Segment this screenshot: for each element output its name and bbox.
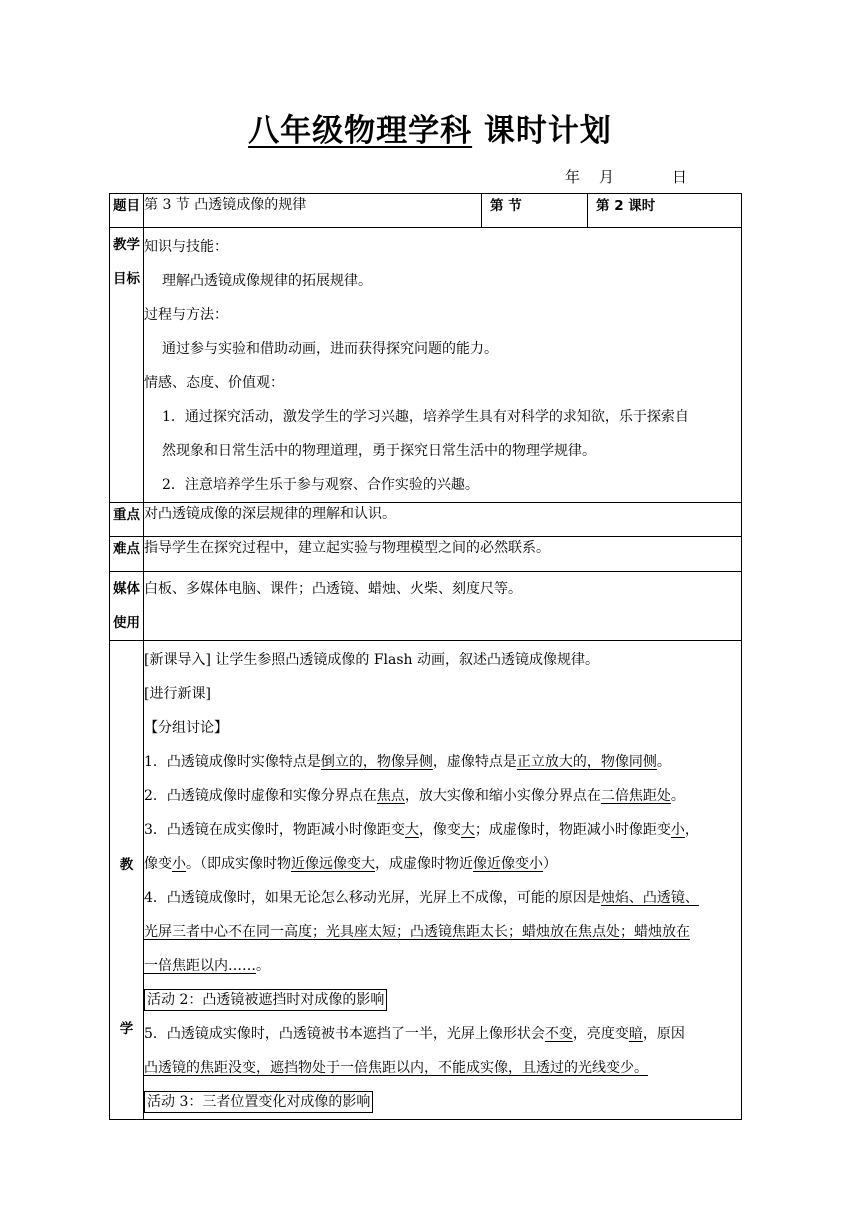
question-3-cont xyxy=(144,847,741,881)
title-plan: 课时计划 xyxy=(472,113,612,149)
goals-label-line1: 教学 xyxy=(113,237,140,253)
goals-line: 知识与技能： xyxy=(144,239,228,255)
difficulty-label: 难点 xyxy=(110,537,144,572)
teaching-content xyxy=(144,641,742,1120)
teaching-label-line1: 教 xyxy=(119,857,134,873)
answer: 一倍焦距以内…… xyxy=(144,958,256,974)
media-label-line2: 使用 xyxy=(113,615,140,631)
text: ，虚像特点是 xyxy=(432,754,517,770)
text: 。 xyxy=(656,754,671,770)
answer: 小 xyxy=(670,822,685,838)
date-day: 日 xyxy=(672,168,688,186)
text: ；成虚像时，物距减小时像距变 xyxy=(474,822,671,838)
key-point-value: 对凸透镜成像的深层规律的理解和认识。 xyxy=(144,503,742,537)
key-point-row xyxy=(110,503,742,537)
text: 5．凸透镜成实像时，凸透镜被书本遮挡了一半，光屏上像形状会 xyxy=(144,1026,545,1042)
question-5-cont: 凸透镜的焦距没变，遮挡物处于一倍焦距以内，不能成实像，且透过的光线变少。 xyxy=(144,1060,648,1076)
question-2 xyxy=(144,779,741,813)
answer: 烛焰、凸透镜、 xyxy=(600,890,699,906)
media-row xyxy=(110,572,742,641)
answer: 暗 xyxy=(628,1026,643,1042)
text: ，亮度变 xyxy=(572,1026,629,1042)
text: 。 xyxy=(256,958,270,974)
teaching-row xyxy=(110,641,742,1120)
goals-line: 情感、态度、价值观： xyxy=(144,375,284,391)
media-value xyxy=(144,572,742,641)
text: ，原因 xyxy=(642,1026,685,1042)
answer: 大 xyxy=(460,822,475,838)
page-title xyxy=(0,105,860,150)
question-1 xyxy=(144,745,741,779)
topic-label: 题目 xyxy=(110,194,144,228)
text: 1．凸透镜成像时实像特点是 xyxy=(144,754,321,770)
text: ，成虚像时物近 xyxy=(375,856,473,872)
text: 。（即成实像时物 xyxy=(186,856,291,872)
answer: 大 xyxy=(404,822,419,838)
title-subject: 八年级物理学科 xyxy=(248,113,473,149)
text: ，像变 xyxy=(418,822,461,838)
goals-line: 1．通过探究活动，激发学生的学习兴趣，培养学生具有对科学的求知欲，乐于探索自 xyxy=(162,409,689,425)
text: ， xyxy=(684,822,699,838)
text: ，放大实像和缩小实像分界点在 xyxy=(404,788,601,804)
goals-row xyxy=(110,228,742,503)
topic-value: 第 3 节 凸透镜成像的规律 xyxy=(144,194,482,228)
activity-2-box: 活动 2：凸透镜被遮挡时对成像的影响 xyxy=(144,989,387,1011)
question-3 xyxy=(144,813,741,847)
question-4-end xyxy=(144,949,741,983)
question-5 xyxy=(144,1017,741,1051)
goals-line: 通过参与实验和借助动画，进而获得探究问题的能力。 xyxy=(162,341,498,357)
question-4 xyxy=(144,881,741,915)
text: ） xyxy=(543,856,557,872)
date-year: 年 xyxy=(565,168,581,186)
section-label: 第 节 xyxy=(482,194,588,228)
teaching-group: 【分组讨论】 xyxy=(144,720,228,736)
date-month: 月 xyxy=(599,168,615,186)
answer: 不变 xyxy=(544,1026,573,1042)
key-point-label: 重点 xyxy=(110,503,144,537)
answer: 像近像变小 xyxy=(473,856,543,872)
difficulty-value: 指导学生在探究过程中，建立起实验与物理模型之间的必然联系。 xyxy=(144,537,742,572)
topic-row xyxy=(110,194,742,228)
text: 像变 xyxy=(144,856,172,872)
activity-3-line xyxy=(144,1085,741,1119)
goals-label-line2: 目标 xyxy=(113,271,140,287)
answer: 焦点 xyxy=(376,788,405,804)
activity-3-box: 活动 3：三者位置变化对成像的影响 xyxy=(144,1091,373,1113)
teaching-intro: [新课导入] 让学生参照凸透镜成像的 Flash 动画，叙述凸透镜成像规律。 xyxy=(144,652,600,668)
lesson-plan-table xyxy=(109,193,742,1120)
text: 2．凸透镜成像时虚像和实像分界点在 xyxy=(144,788,377,804)
lesson-number: 第 2 课时 xyxy=(588,194,742,228)
question-4-cont: 光屏三者中心不在同一高度；光具座太短；凸透镜焦距太长；蜡烛放在焦点处；蜡烛放在 xyxy=(144,924,690,940)
difficulty-row xyxy=(110,537,742,572)
text: 4．凸透镜成像时，如果无论怎么移动光屏，光屏上不成像，可能的原因是 xyxy=(144,890,601,906)
teaching-label-line2: 学 xyxy=(119,1021,134,1037)
answer: 倒立的，物像异侧 xyxy=(320,754,433,770)
answer: 正立放大的，物像同侧 xyxy=(516,754,657,770)
teaching-label xyxy=(110,641,144,1120)
goals-content xyxy=(144,228,742,503)
media-text: 白板、多媒体电脑、课件；凸透镜、蜡烛、火柴、刻度尺等。 xyxy=(144,581,522,597)
activity-2-line xyxy=(144,983,741,1017)
goals-line: 理解凸透镜成像规律的拓展规律。 xyxy=(162,273,372,289)
goals-line: 过程与方法： xyxy=(144,307,228,323)
goals-label xyxy=(110,228,144,503)
teaching-new-lesson: [进行新课] xyxy=(144,686,211,702)
goals-line: 2．注意培养学生乐于参与观察、合作实验的兴趣。 xyxy=(162,477,479,493)
text: 。 xyxy=(670,788,685,804)
text: 3．凸透镜在成实像时，物距减小时像距变 xyxy=(144,822,405,838)
answer: 二倍焦距处 xyxy=(600,788,671,804)
answer: 近像远像变大 xyxy=(291,856,375,872)
answer: 小 xyxy=(172,856,186,872)
media-label xyxy=(110,572,144,641)
goals-line: 然现象和日常生活中的物理道理，勇于探究日常生活中的物理学规律。 xyxy=(162,443,596,459)
media-label-line1: 媒体 xyxy=(113,581,140,597)
